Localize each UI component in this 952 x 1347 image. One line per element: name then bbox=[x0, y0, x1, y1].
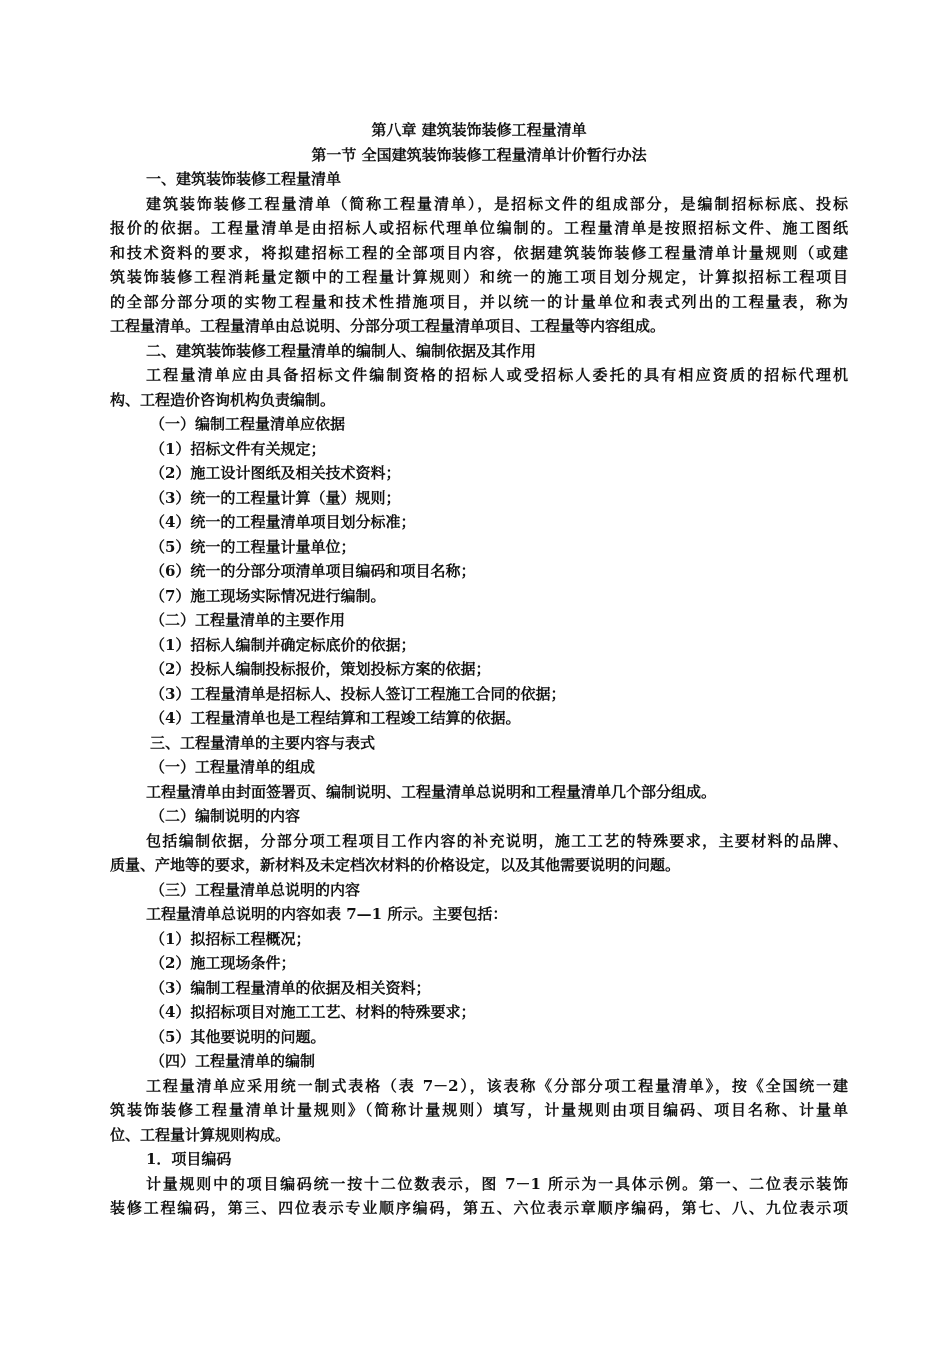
list-item: （1）招标文件有关规定； bbox=[150, 439, 326, 458]
list-item: （2）施工设计图纸及相关技术资料； bbox=[150, 464, 401, 482]
paragraph-line: 包括编制依据，分部分项工程项目工作内容的补充说明，施工工艺的特殊要求，主要材料的品牌、 bbox=[146, 831, 848, 850]
paragraph-line: 质量、产地等的要求，新材料及未定档次材料的价格设定，以及其他需要说明的问题。 bbox=[110, 856, 681, 874]
paragraph-2 bbox=[110, 363, 848, 412]
heading-2: 二、建筑装饰装修工程量清单的编制人、编制依据及其作用 bbox=[146, 341, 537, 360]
subheading-3-3: （三）工程量清单总说明的内容 bbox=[150, 880, 361, 899]
heading-3: 三、工程量清单的主要内容与表式 bbox=[150, 733, 376, 752]
list-item: （1）招标人编制并确定标底价的依据； bbox=[150, 635, 416, 654]
subheading-2-1: （一）编制工程量清单应依据 bbox=[150, 415, 346, 433]
paragraph-line: 工程量清单。工程量清单由总说明、分部分项工程量清单项目、工程量等内容组成。 bbox=[110, 317, 666, 335]
list-item: （4）拟招标项目对施工工艺、材料的特殊要求； bbox=[150, 1003, 476, 1021]
list-item: （1）拟招标工程概况； bbox=[150, 929, 311, 948]
list-item: （6）统一的分部分项清单项目编码和项目名称； bbox=[150, 562, 476, 580]
list-item: （4）工程量清单也是工程结算和工程竣工结算的依据。 bbox=[150, 709, 521, 727]
list-functions bbox=[110, 633, 848, 731]
paragraph-7 bbox=[110, 1172, 848, 1221]
paragraph-line: 建筑装饰装修工程量清单（简称工程量清单），是招标文件的组成部分，是编制招标标底、投标 bbox=[146, 194, 848, 213]
paragraph-line: 和技术资料的要求，将拟建招标工程的全部项目内容，依据建筑装饰装修工程量清单计量规则（或建 bbox=[110, 243, 848, 262]
chapter-title: 第八章 建筑装饰装修工程量清单 bbox=[371, 121, 587, 139]
list-item: （3）统一的工程量计算（量）规则； bbox=[150, 488, 401, 507]
list-item: （2）施工现场条件； bbox=[150, 954, 296, 972]
paragraph-4 bbox=[110, 829, 848, 878]
list-item: （4）统一的工程量清单项目划分标准； bbox=[150, 513, 416, 531]
list-item: （3）编制工程量清单的依据及相关资料； bbox=[150, 978, 431, 997]
subheading-3-4: （四）工程量清单的编制 bbox=[150, 1052, 316, 1070]
paragraph-line: 工程量清单应采用统一制式表格（表 7－2），该表称《分部分项工程量清单》，按《全国统一建 bbox=[146, 1076, 848, 1095]
paragraph-line: 工程量清单应由具备招标文件编制资格的招标人或受招标人委托的具有相应资质的招标代理机 bbox=[146, 366, 848, 384]
section-title: 第一节 全国建筑装饰装修工程量清单计价暂行办法 bbox=[311, 145, 647, 164]
paragraph-line: 计量规则中的项目编码统一按十二位数表示，图 7－1 所示为一具体示例。第一、二位表示装饰 bbox=[146, 1174, 848, 1193]
list-item: （3）工程量清单是招标人、投标人签订工程施工合同的依据； bbox=[150, 684, 566, 703]
list-summary bbox=[110, 927, 848, 1050]
subheading-2-2: （二）工程量清单的主要作用 bbox=[150, 611, 346, 629]
paragraph-line: 的全部分部分项的实物工程量和技术性措施项目，并以统一的计量单位和表式列出的工程量表，称为 bbox=[110, 292, 848, 311]
paragraph-1 bbox=[110, 192, 848, 339]
list-item: （7）施工现场实际情况进行编制。 bbox=[150, 586, 386, 605]
heading-1: 一、建筑装饰装修工程量清单 bbox=[146, 170, 342, 188]
list-basis bbox=[110, 437, 848, 609]
paragraph-3: 工程量清单由封面签署页、编制说明、工程量清单总说明和工程量清单几个部分组成。 bbox=[146, 782, 717, 801]
paragraph-line: 筑装饰装修工程消耗量定额中的工程量计算规则）和统一的施工项目划分规定，计算拟招标工程项目 bbox=[110, 268, 848, 286]
list-item: （2）投标人编制投标报价，策划投标方案的依据； bbox=[150, 660, 491, 678]
list-item: （5）统一的工程量计量单位； bbox=[150, 537, 356, 556]
heading-4: 1．项目编码 bbox=[146, 1150, 232, 1168]
list-item: （5）其他要说明的问题。 bbox=[150, 1027, 326, 1046]
subheading-3-1: （一）工程量清单的组成 bbox=[150, 758, 316, 776]
paragraph-line: 装修工程编码，第三、四位表示专业顺序编码，第五、六位表示章顺序编码，第七、八、九位表示项 bbox=[110, 1199, 848, 1217]
paragraph-line: 筑装饰装修工程量清单计量规则》（简称计量规则）填写，计量规则由项目编码、项目名称、计量单 bbox=[110, 1101, 848, 1119]
paragraph-line: 报价的依据。工程量清单是由招标人或招标代理单位编制的。工程量清单是按照招标文件、施工图纸 bbox=[110, 219, 848, 237]
paragraph-line: 构、工程造价咨询机构负责编制。 bbox=[110, 390, 336, 409]
paragraph-line: 位、工程量计算规则构成。 bbox=[110, 1125, 291, 1144]
paragraph-6 bbox=[110, 1074, 848, 1148]
subheading-3-2: （二）编制说明的内容 bbox=[150, 807, 301, 825]
document-body bbox=[110, 118, 848, 1221]
paragraph-5: 工程量清单总说明的内容如表 7—1 所示。主要包括： bbox=[146, 905, 508, 923]
